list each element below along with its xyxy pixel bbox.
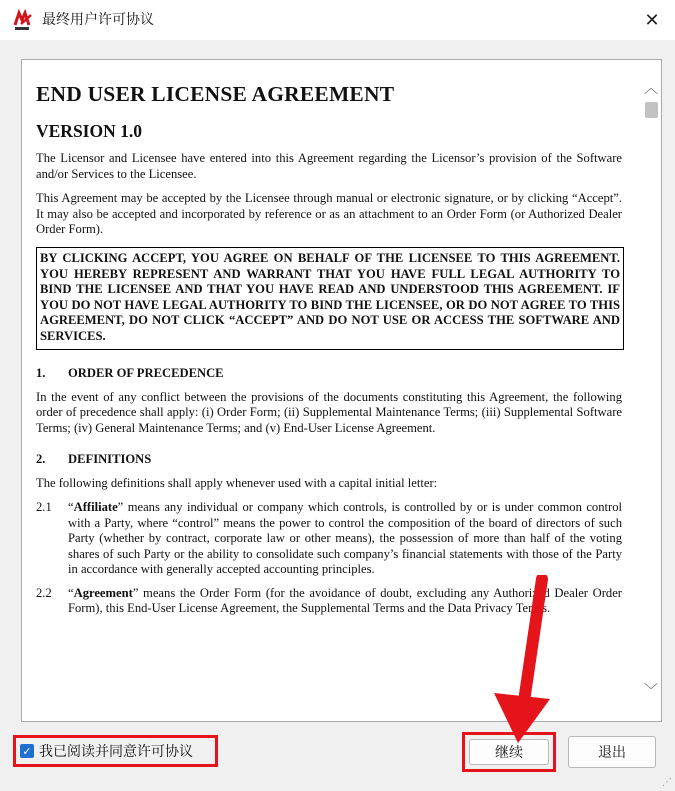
paragraph-intro: The Licensor and Licensee have entered into this Agreement regarding the Licensor’s provision of the Software and/or Services to the Licensee. — [36, 151, 622, 181]
resize-grip-icon[interactable]: ⋰ — [662, 777, 672, 788]
red-arrow-annotation-icon — [480, 575, 580, 750]
scroll-down-arrow-icon[interactable]: ﹀ — [644, 683, 658, 699]
definition-number: 2.2 — [36, 585, 52, 600]
continue-button[interactable]: 继续 — [469, 739, 549, 765]
section-heading-1 — [36, 366, 640, 381]
definition-term: Agreement — [73, 585, 133, 600]
document-version: VERSION 1.0 — [36, 121, 142, 141]
definition-affiliate — [36, 500, 640, 578]
title-bar — [0, 0, 675, 40]
section-title: ORDER OF PRECEDENCE — [68, 365, 224, 380]
paragraph-acceptance: This Agreement may be accepted by the Licensee through manual or electronic signature, or by clicking “Accept”. It may also be accepted and incorporated by reference or as an attachment to an Order Form (or Authorized Dealer Order Form). — [36, 191, 622, 237]
close-button[interactable] — [629, 0, 675, 40]
agree-checkbox[interactable]: ✓ — [20, 744, 34, 758]
scroll-up-arrow-icon[interactable]: ︿ — [644, 81, 658, 97]
scroll-thumb[interactable] — [645, 102, 658, 118]
close-icon: ✕ — [644, 9, 660, 31]
agree-checkbox-row[interactable] — [13, 735, 218, 767]
section-number: 1. — [36, 365, 46, 380]
definition-body: ” means any individual or company which controls, is controlled by or is under common control with a Party, where “control” means the power to control the composition of the board of directors of such Party (whether by contract, corporate law or other means), the possession of more than half of the voting shares of such Party or the ability to consolidate such company’s financial statements with those of the Party in accordance with generally accepted accounting principles. — [68, 499, 622, 577]
section-2-text: The following definitions shall apply whenever used with a capital initial letter: — [36, 476, 438, 491]
acceptance-notice-box: BY CLICKING ACCEPT, YOU AGREE ON BEHALF OF THE LICENSEE TO THIS AGREEMENT. YOU HEREBY REPRESENT AND WARRANT THAT YOU HAVE FULL LEGAL AUTHORITY TO BIND THE LICENSEE AND THAT YOU HAVE READ AND UNDERSTOOD THIS AGREEMENT. IF YOU DO NOT HAVE LEGAL AUTHORITY TO BIND THE LICENSEE, OR DO NOT AGREE TO THIS AGREEMENT, DO NOT CLICK “ACCEPT” AND DO NOT USE OR ACCESS THE SOFTWARE AND SERVICES. — [36, 247, 624, 350]
definition-body: ” means the Order Form (for the avoidance of doubt, excluding any Authorized Dealer Order Form), this End-User License Agreement, the Supplemental Terms and the Data Privacy Terms. — [68, 585, 622, 616]
app-logo-icon — [13, 9, 33, 31]
section-heading-2 — [36, 452, 640, 467]
definition-text: “Agreement” means the Order Form (for the avoidance of doubt, excluding any Authorized Dealer Order Form), this End-User License Agreement, the Supplemental Terms and the Data Privacy Terms. — [68, 585, 622, 616]
window-title: 最终用户许可协议 — [42, 12, 154, 28]
definition-number: 2.1 — [36, 499, 52, 514]
exit-button[interactable]: 退出 — [568, 736, 656, 768]
agree-label: 我已阅读并同意许可协议 — [39, 744, 193, 760]
document-title: END USER LICENSE AGREEMENT — [36, 82, 395, 106]
definition-text: “Affiliate” means any individual or company which controls, is controlled by or is under common control with a Party, where “control” means the power to control the composition of the board of directors of such Party (whether by contract, corporate law or other means), the possession of more than half of the voting shares of such Party or the ability to consolidate such company’s financial statements with those of the Party in accordance with generally accepted accounting principles. — [68, 499, 622, 577]
section-number: 2. — [36, 452, 46, 467]
vertical-scrollbar[interactable] — [641, 60, 661, 721]
definition-term: Affiliate — [73, 499, 118, 514]
section-1-text: In the event of any conflict between the provisions of the documents constituting this Agreement, the following order of precedence shall apply: (i) Order Form; (ii) Supplemental Maintenance Terms; (iii) Supplemental Software Terms; (iv) General Maintenance Terms; and (v) End-User License Agreement. — [36, 389, 622, 435]
section-title: DEFINITIONS — [68, 452, 152, 467]
